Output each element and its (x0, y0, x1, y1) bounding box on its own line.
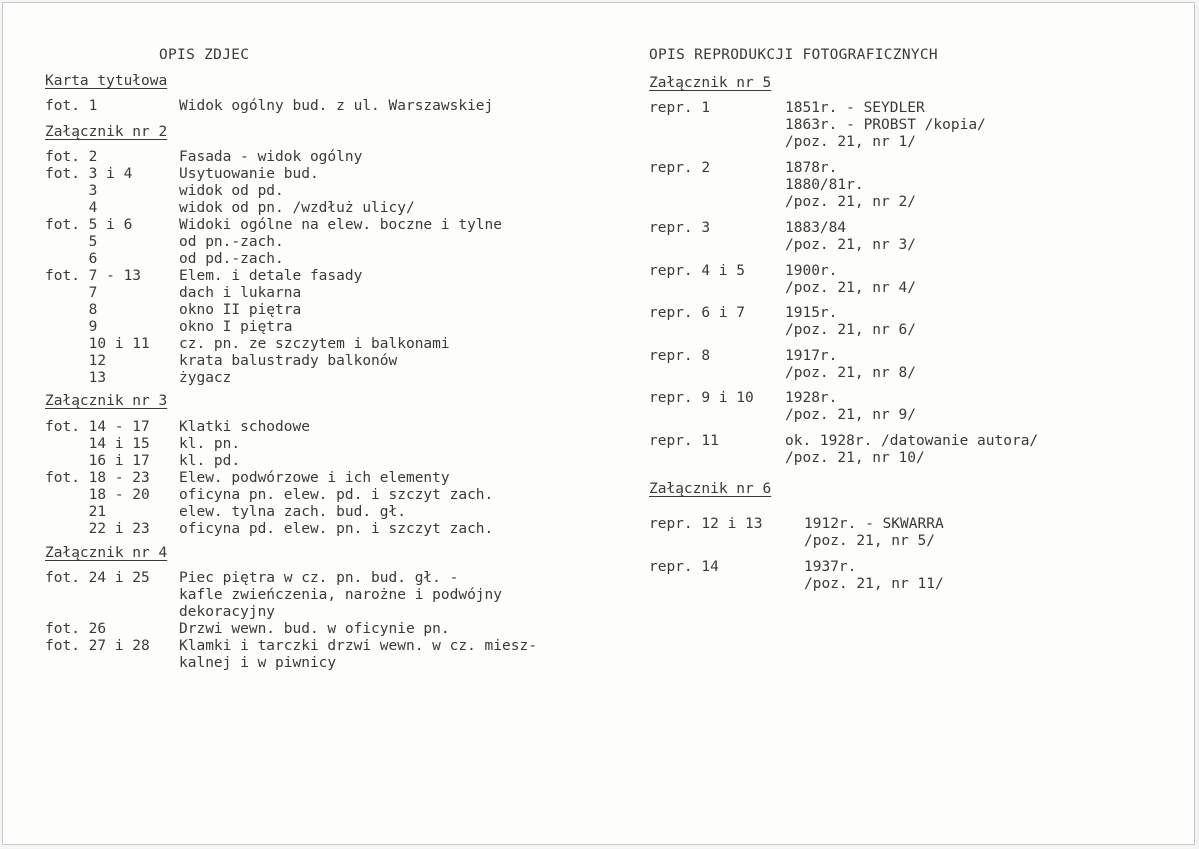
reproduction-detail-line: 1851r. - SEYDLER (785, 100, 925, 116)
item-number: 14 i 15 (45, 436, 150, 452)
item-description: elew. tylna zach. bud. gł. (179, 504, 406, 520)
item-description: widok od pn. /wzdłuż ulicy/ (179, 200, 415, 216)
item-number: fot. 7 - 13 (45, 268, 142, 284)
reproduction-detail-line: 1912r. - SKWARRA (804, 516, 944, 532)
item-number: fot. 26 (45, 621, 107, 637)
item-number: 16 i 17 (45, 453, 150, 469)
item-description: Fasada - widok ogólny (179, 149, 363, 165)
reproduction-number: repr. 3 (649, 220, 711, 236)
item-description: cz. pn. ze szczytem i balkonami (179, 336, 450, 352)
right-title: OPIS REPRODUKCJI FOTOGRAFICZNYCH (649, 47, 938, 63)
section-heading-zalacznik-3: Załącznik nr 3 (45, 393, 168, 409)
item-description: Usytuowanie bud. (179, 166, 319, 182)
item-description: oficyna pd. elew. pn. i szczyt zach. (179, 521, 494, 537)
item-number: fot. 24 i 25 (45, 570, 150, 586)
reproduction-detail-line: /poz. 21, nr 9/ (785, 407, 916, 423)
item-number: 10 i 11 (45, 336, 150, 352)
reproduction-detail-line: /poz. 21, nr 3/ (785, 237, 916, 253)
reproduction-detail-line: 1883/84 (785, 220, 847, 236)
reproduction-detail-line: /poz. 21, nr 8/ (785, 365, 916, 381)
item-description: dekoracyjny (179, 604, 276, 620)
item-description: kl. pd. (179, 453, 241, 469)
item-description: Elew. podwórzowe i ich elementy (179, 470, 450, 486)
reproduction-detail-line: 1863r. - PROBST /kopia/ (785, 117, 986, 133)
item-description: widok od pd. (179, 183, 284, 199)
item-number: 4 (45, 200, 98, 216)
item-description: Klatki schodowe (179, 419, 310, 435)
item-description: Klamki i tarczki drzwi wewn. w cz. miesz- (179, 638, 537, 654)
reproduction-detail-line: 1900r. (785, 263, 838, 279)
reproduction-number: repr. 4 i 5 (649, 263, 746, 279)
reproduction-detail-line: 1915r. (785, 305, 838, 321)
reproduction-detail-line: 1880/81r. (785, 177, 864, 193)
reproduction-number: repr. 14 (649, 559, 719, 575)
item-number: fot. 5 i 6 (45, 217, 133, 233)
item-number: 3 (45, 183, 98, 199)
item-description: Elem. i detale fasady (179, 268, 363, 284)
item-number: fot. 14 - 17 (45, 419, 150, 435)
section-heading-zalacznik-4: Załącznik nr 4 (45, 545, 168, 561)
item-number: 21 (45, 504, 107, 520)
reproduction-detail-line: /poz. 21, nr 11/ (804, 576, 944, 592)
reproduction-detail-line: 1917r. (785, 348, 838, 364)
item-description: okno II piętra (179, 302, 302, 318)
section-heading-zalacznik-5: Załącznik nr 5 (649, 75, 772, 91)
item-number: fot. 1 (45, 98, 98, 114)
item-description: od pd.-zach. (179, 251, 284, 267)
reproduction-detail-line: /poz. 21, nr 2/ (785, 194, 916, 210)
reproduction-number: repr. 9 i 10 (649, 390, 754, 406)
item-description: Widoki ogólne na elew. boczne i tylne (179, 217, 503, 233)
left-title: OPIS ZDJEC (159, 47, 250, 63)
item-description: żygacz (179, 370, 232, 386)
item-number: fot. 18 - 23 (45, 470, 150, 486)
item-number: fot. 3 i 4 (45, 166, 133, 182)
reproduction-number: repr. 2 (649, 160, 711, 176)
item-number: 13 (45, 370, 107, 386)
reproduction-detail-line: /poz. 21, nr 6/ (785, 322, 916, 338)
reproduction-number: repr. 6 i 7 (649, 305, 746, 321)
document-sheet (2, 2, 1195, 845)
reproduction-detail-line: ok. 1928r. /datowanie autora/ (785, 433, 1039, 449)
section-heading-zalacznik-2: Załącznik nr 2 (45, 124, 168, 140)
item-description: od pn.-zach. (179, 234, 284, 250)
reproduction-number: repr. 12 i 13 (649, 516, 763, 532)
item-number: 9 (45, 319, 98, 335)
reproduction-number: repr. 8 (649, 348, 711, 364)
item-description: dach i lukarna (179, 285, 302, 301)
item-number: 8 (45, 302, 98, 318)
item-number: 6 (45, 251, 98, 267)
item-number: 18 - 20 (45, 487, 150, 503)
item-description: krata balustrady balkonów (179, 353, 398, 369)
item-description: Drzwi wewn. bud. w oficynie pn. (179, 621, 450, 637)
item-description: oficyna pn. elew. pd. i szczyt zach. (179, 487, 494, 503)
reproduction-number: repr. 11 (649, 433, 719, 449)
reproduction-detail-line: 1878r. (785, 160, 838, 176)
item-number: 7 (45, 285, 98, 301)
item-number: 12 (45, 353, 107, 369)
reproduction-detail-line: 1937r. (804, 559, 857, 575)
item-description: kafle zwieńczenia, narożne i podwójny (179, 587, 503, 603)
reproduction-detail-line: /poz. 21, nr 5/ (804, 533, 935, 549)
reproduction-detail-line: 1928r. (785, 390, 838, 406)
section-heading-zalacznik-6: Załącznik nr 6 (649, 481, 772, 497)
item-description: Piec piętra w cz. pn. bud. gł. - (179, 570, 459, 586)
item-description: okno I piętra (179, 319, 293, 335)
item-description: Widok ogólny bud. z ul. Warszawskiej (179, 98, 494, 114)
reproduction-detail-line: /poz. 21, nr 4/ (785, 280, 916, 296)
item-number: 5 (45, 234, 98, 250)
item-description: kalnej i w piwnicy (179, 655, 337, 671)
reproduction-number: repr. 1 (649, 100, 711, 116)
section-heading-karta: Karta tytułowa (45, 73, 168, 89)
item-description: kl. pn. (179, 436, 241, 452)
item-number: 22 i 23 (45, 521, 150, 537)
reproduction-detail-line: /poz. 21, nr 1/ (785, 134, 916, 150)
item-number: fot. 27 i 28 (45, 638, 150, 654)
reproduction-detail-line: /poz. 21, nr 10/ (785, 450, 925, 466)
item-number: fot. 2 (45, 149, 98, 165)
